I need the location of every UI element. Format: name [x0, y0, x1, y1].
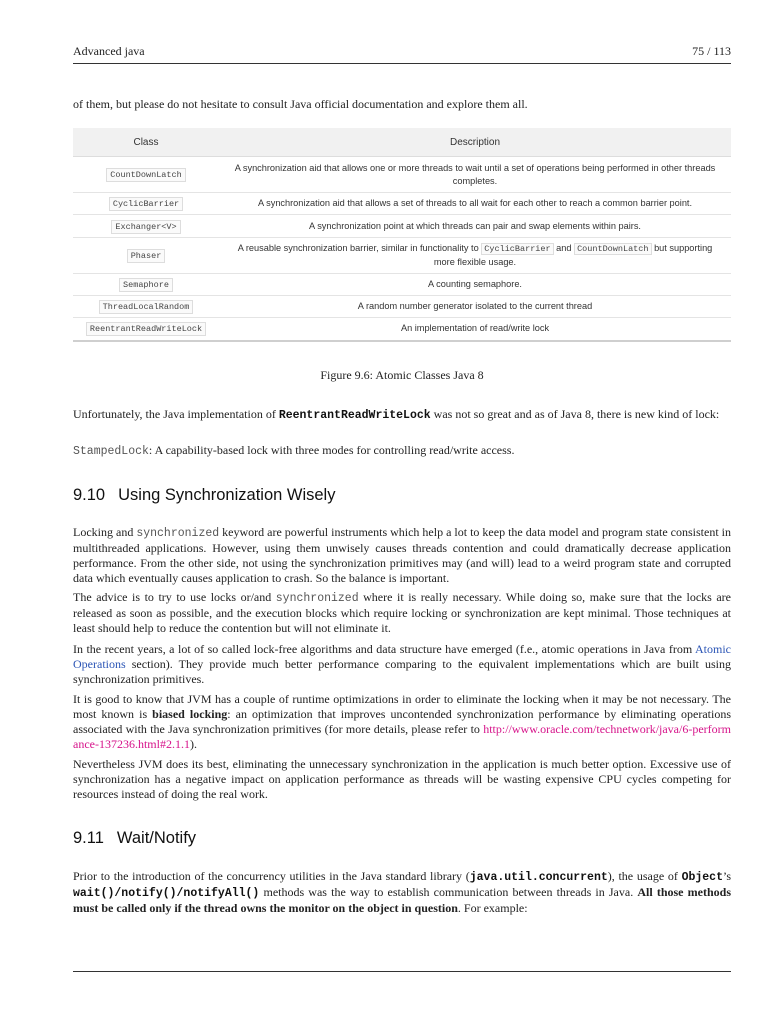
text: where it is really necessary. While doing so, make sure that the locks are released as soon as possible, and the execution blocks which require locking or synchronization are kept minimal. Those techniques at least should help to reduce the contention but will not eliminate it.: [73, 590, 731, 635]
header-class: Class: [73, 128, 219, 157]
desc-text: but supporting more flexible usage.: [433, 243, 713, 267]
section-heading-9-11: [73, 829, 196, 848]
desc-text: A reusable synchronization barrier, similar in functionality to: [237, 243, 479, 253]
text: Unfortunately, the Java implementation of: [73, 407, 279, 421]
class-description: An implementation of read/write lock: [219, 318, 731, 341]
class-name: Semaphore: [119, 278, 173, 292]
paragraph-nevertheless: Nevertheless JVM does its best, eliminating the unnecessary synchronization in the application is much better option. Excessive use of synchronization has a negative impact on application performance as threads will be wasting expensive CPU cycles competing for resources instead of doing the real work.: [73, 757, 731, 801]
text: : an optimization that improves uncontended synchronization performance by eliminating operations associated with the Java synchronization primitives (for more details, please refer to: [73, 707, 731, 736]
inline-code: Object: [681, 871, 723, 884]
text: . For example:: [457, 901, 528, 915]
class-name: CountDownLatch: [106, 168, 185, 182]
class-description: A synchronization point at which threads can pair and swap elements within pairs.: [219, 215, 731, 238]
text: It is good to know that JVM has a couple of runtime optimizations in order to eliminate the locking when it may be not necessary. The most known is: [73, 692, 731, 721]
class-description: A counting semaphore.: [219, 274, 731, 296]
running-header: [73, 44, 731, 60]
text: was not so great and as of Java 8, there is new kind of lock:: [430, 407, 720, 421]
class-name: ThreadLocalRandom: [99, 300, 194, 314]
class-description: A synchronization aid that allows one or more threads to wait until a set of operations being performed in other threads completes.: [219, 157, 731, 193]
inline-code: CyclicBarrier: [481, 243, 553, 255]
sync-classes-table: [73, 128, 731, 342]
class-name: CyclicBarrier: [109, 197, 183, 211]
inline-code: java.util.concurrent: [469, 871, 608, 884]
table-row: [73, 318, 731, 341]
paragraph-prior: [73, 869, 731, 916]
header-description: Description: [219, 128, 731, 157]
text: ), the usage of: [607, 869, 682, 883]
section-heading-9-10: [73, 486, 335, 505]
section-title: Using Synchronization Wisely: [118, 486, 336, 504]
header-rule: [73, 63, 731, 64]
book-title: Advanced java: [73, 44, 145, 58]
text: methods was the way to establish communication between threads in Java.: [259, 885, 638, 899]
table-row: [73, 296, 731, 318]
class-name: ReentrantReadWriteLock: [86, 322, 206, 336]
inline-code: synchronized: [136, 527, 220, 540]
inline-code: StampedLock: [73, 445, 149, 458]
table-header-row: [73, 128, 731, 157]
bold-text: All those methods must be called only if the thread owns the monitor on the object in question: [73, 885, 731, 915]
section-title: Wait/Notify: [116, 829, 197, 847]
paragraph-locking: [73, 525, 731, 586]
text: ’s: [722, 869, 731, 883]
text: Locking and: [73, 525, 137, 539]
paragraph-stampedlock: [73, 443, 731, 459]
class-name: Phaser: [127, 249, 166, 263]
class-description: A random number generator isolated to the current thread: [219, 296, 731, 318]
paragraph-advice: [73, 590, 731, 636]
text: In the recent years, a lot of so called lock-free algorithms and data structure have emerged (f.e., atomic operations in Java from: [73, 642, 695, 656]
text: keyword are powerful instruments which help a lot to keep the data model and program state consistent in multithreaded applications. However, using them unwisely causes threads contention and could dramatically decrease application performance. From the other side, not using the synchronization primitives may (and will) lead to a weird program state and corrupted data which eventually causes application to crash. So the balance is important.: [73, 525, 732, 585]
class-name: Exchanger<V>: [111, 220, 180, 234]
figure-table: [73, 128, 731, 340]
text: ).: [189, 737, 197, 751]
inline-code: CountDownLatch: [574, 243, 651, 255]
table-row: [73, 238, 731, 274]
inline-code: ReentrantReadWriteLock: [278, 409, 431, 422]
footer-rule: [73, 971, 731, 972]
text: Prior to the introduction of the concurrency utilities in the Java standard library (: [73, 869, 470, 883]
paragraph-recent: [73, 642, 731, 687]
table-row: [73, 274, 731, 296]
table-row: [73, 215, 731, 238]
text: The advice is to try to use locks or/and: [73, 590, 276, 604]
table-row: [73, 193, 731, 215]
page-number: 75 / 113: [692, 44, 731, 58]
paragraph-unfortunately: [73, 407, 731, 423]
table-row: [73, 157, 731, 193]
intro-paragraph: of them, but please do not hesitate to consult Java official documentation and explore them all.: [73, 97, 528, 111]
desc-text: and: [556, 243, 572, 253]
section-number: 9.11: [73, 829, 104, 847]
oracle-link[interactable]: http://www.oracle.com/technetwork/java/6-performance-137236.html#2.1.1: [73, 722, 731, 751]
inline-code: wait()/notify()/notifyAll(): [73, 887, 260, 900]
text: : A capability-based lock with three modes for controlling read/write access.: [148, 443, 515, 457]
class-description: [219, 238, 731, 274]
paragraph-jvm: [73, 692, 731, 752]
bold-text: biased locking: [152, 707, 228, 721]
figure-caption: Figure 9.6: Atomic Classes Java 8: [320, 368, 484, 382]
text: section). They provide much better performance comparing to the equivalent implementations which are built using synchronization primitives.: [73, 657, 731, 686]
inline-code: synchronized: [275, 592, 359, 605]
class-description: A synchronization aid that allows a set of threads to all wait for each other to reach a common barrier point.: [219, 193, 731, 215]
atomic-operations-link[interactable]: Atomic Operations: [73, 642, 731, 671]
section-number: 9.10: [73, 486, 106, 504]
